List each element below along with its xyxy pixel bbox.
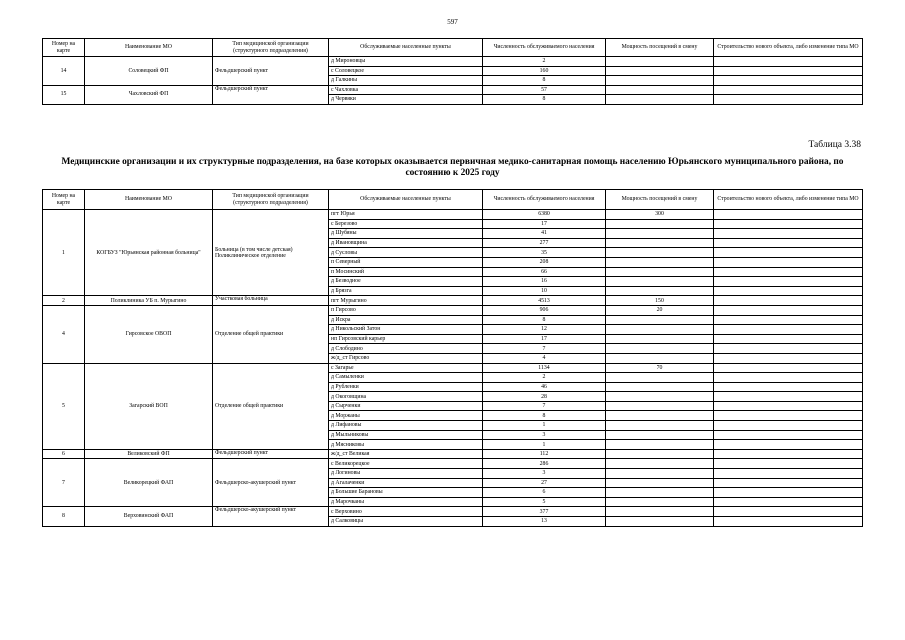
population-cell: 5 [483, 497, 606, 507]
capacity-cell: 300 [606, 210, 714, 220]
org-type-cell: Фельдшерский пункт [213, 449, 329, 459]
map-number-cell: 5 [43, 363, 85, 449]
settlement-cell: д Самыленки [329, 373, 483, 383]
construction-cell [714, 85, 863, 95]
header-num: Номер на карте [43, 39, 85, 57]
settlement-cell: с Соловецкое [329, 66, 483, 76]
settlement-cell: д Мясниковы [329, 440, 483, 450]
population-cell: 4 [483, 353, 606, 363]
settlement-cell: с Верховино [329, 507, 483, 517]
capacity-cell [606, 497, 714, 507]
capacity-cell [606, 449, 714, 459]
table-title: Медицинские организации и их структурные подразделения, на базе которых оказывается первичная медико-санитарная помощь населению Юрьянского муниципального района, по состоянию к 2025 году [61, 157, 844, 179]
settlement-cell: с Березово [329, 219, 483, 229]
header-type: Тип медицинской организации (структурного подразделения) [213, 39, 329, 57]
construction-cell [714, 344, 863, 354]
construction-cell [714, 382, 863, 392]
construction-cell [714, 277, 863, 287]
population-cell: 17 [483, 219, 606, 229]
table-row [43, 459, 863, 469]
construction-cell [714, 401, 863, 411]
construction-cell [714, 305, 863, 315]
population-cell: 2 [483, 373, 606, 383]
settlement-cell: д Червяки [329, 95, 483, 105]
settlement-cell: д Брязга [329, 286, 483, 296]
map-number-cell: 8 [43, 507, 85, 526]
capacity-cell [606, 257, 714, 267]
map-number-cell: 7 [43, 459, 85, 507]
population-cell: 3 [483, 469, 606, 479]
settlement-cell: д Мироновцы [329, 57, 483, 67]
table-row [43, 363, 863, 373]
header-construction: Строительство нового объекта, либо изменение типа МО [714, 39, 863, 57]
capacity-cell [606, 95, 714, 105]
construction-cell [714, 296, 863, 306]
population-cell: 16 [483, 277, 606, 287]
table-header-row [43, 190, 863, 210]
population-cell: 277 [483, 238, 606, 248]
population-cell: 10 [483, 286, 606, 296]
settlement-cell: д Галкины [329, 76, 483, 86]
population-cell: 7 [483, 344, 606, 354]
construction-cell [714, 353, 863, 363]
mo-name-cell: Великовский ФП [85, 449, 213, 459]
settlement-cell: п Гирсово [329, 305, 483, 315]
mo-name-cell: КОГБУЗ "Юрьянская районная больница" [85, 210, 213, 296]
settlement-cell: д Логиновы [329, 469, 483, 479]
capacity-cell [606, 411, 714, 421]
settlement-cell: д Большие Барановы [329, 488, 483, 498]
capacity-cell [606, 286, 714, 296]
header-settlements: Обслуживаемые населенные пункты [329, 190, 483, 210]
settlement-cell: д Моржаны [329, 411, 483, 421]
construction-cell [714, 315, 863, 325]
header-population: Численность обслуживаемого населения [483, 190, 606, 210]
org-type-cell: Фельдшерско-акушерский пункт [213, 507, 329, 526]
settlement-cell: д Рубленки [329, 382, 483, 392]
settlement-cell: д Безводное [329, 277, 483, 287]
population-cell: 8 [483, 76, 606, 86]
construction-cell [714, 517, 863, 527]
construction-cell [714, 267, 863, 277]
capacity-cell [606, 421, 714, 431]
table-label: Таблица 3.38 [808, 140, 861, 150]
capacity-cell: 150 [606, 296, 714, 306]
capacity-cell [606, 267, 714, 277]
population-cell: 1134 [483, 363, 606, 373]
org-type-cell: Фельдшерский пункт [213, 57, 329, 86]
capacity-cell [606, 353, 714, 363]
table-3-38 [42, 189, 863, 527]
construction-cell [714, 459, 863, 469]
settlement-cell: д Никольский Затон [329, 325, 483, 335]
population-cell: 8 [483, 315, 606, 325]
population-cell: 377 [483, 507, 606, 517]
settlement-cell: д Лифановы [329, 421, 483, 431]
construction-cell [714, 488, 863, 498]
settlement-cell: д Шубяны [329, 229, 483, 239]
table-row [43, 305, 863, 315]
settlement-cell: д Ивановщина [329, 238, 483, 248]
table-row [43, 507, 863, 517]
construction-cell [714, 219, 863, 229]
construction-cell [714, 334, 863, 344]
org-type-cell: Фельдшерско-акушерский пункт [213, 459, 329, 507]
population-cell: 28 [483, 392, 606, 402]
header-population: Численность обслуживаемого населения [483, 39, 606, 57]
settlement-cell: нп Гирсовский карьер [329, 334, 483, 344]
settlement-cell: с Загарье [329, 363, 483, 373]
capacity-cell [606, 334, 714, 344]
table-continued [42, 38, 863, 105]
population-cell: 6380 [483, 210, 606, 220]
table-row [43, 210, 863, 220]
header-capacity: Мощность посещений в смену [606, 190, 714, 210]
settlement-cell: д Мыльниковы [329, 430, 483, 440]
mo-name-cell: Соловецкий ФП [85, 57, 213, 86]
table-row [43, 449, 863, 459]
org-type-cell: Отделение общей практики [213, 305, 329, 363]
construction-cell [714, 392, 863, 402]
construction-cell [714, 248, 863, 258]
construction-cell [714, 238, 863, 248]
settlement-cell: с Великорецкое [329, 459, 483, 469]
construction-cell [714, 57, 863, 67]
capacity-cell [606, 478, 714, 488]
org-type-cell: Участковая больница [213, 296, 329, 306]
construction-cell [714, 66, 863, 76]
mo-name-cell: Поликлиника УБ п. Мурыгино [85, 296, 213, 306]
capacity-cell [606, 440, 714, 450]
settlement-cell: д Окоговщина [329, 392, 483, 402]
capacity-cell [606, 277, 714, 287]
construction-cell [714, 421, 863, 431]
map-number-cell: 2 [43, 296, 85, 306]
capacity-cell [606, 373, 714, 383]
capacity-cell [606, 401, 714, 411]
table-body [43, 57, 863, 105]
header-num: Номер на карте [43, 190, 85, 210]
population-cell: 6 [483, 488, 606, 498]
settlement-cell: ж/д_ст Великая [329, 449, 483, 459]
construction-cell [714, 286, 863, 296]
capacity-cell [606, 459, 714, 469]
capacity-cell: 20 [606, 305, 714, 315]
map-number-cell: 4 [43, 305, 85, 363]
settlement-cell: д Марочканы [329, 497, 483, 507]
capacity-cell [606, 229, 714, 239]
population-cell: 286 [483, 459, 606, 469]
mo-name-cell: Великорецкий ФАП [85, 459, 213, 507]
header-mo: Наименование МО [85, 190, 213, 210]
settlement-cell: д Салковицы [329, 517, 483, 527]
population-cell: 112 [483, 449, 606, 459]
construction-cell [714, 478, 863, 488]
population-cell: 160 [483, 66, 606, 76]
settlement-cell: пгт Мурыгино [329, 296, 483, 306]
construction-cell [714, 95, 863, 105]
population-cell: 906 [483, 305, 606, 315]
header-capacity: Мощность посещений в смену [606, 39, 714, 57]
header-construction: Строительство нового объекта, либо изменение типа МО [714, 190, 863, 210]
capacity-cell [606, 488, 714, 498]
construction-cell [714, 363, 863, 373]
construction-cell [714, 373, 863, 383]
capacity-cell [606, 507, 714, 517]
settlement-cell: д Искра [329, 315, 483, 325]
header-settlements: Обслуживаемые населенные пункты [329, 39, 483, 57]
population-cell: 208 [483, 257, 606, 267]
settlement-cell: п Мосинский [329, 267, 483, 277]
capacity-cell [606, 382, 714, 392]
capacity-cell [606, 430, 714, 440]
construction-cell [714, 210, 863, 220]
capacity-cell [606, 325, 714, 335]
capacity-cell [606, 344, 714, 354]
org-type-cell: Отделение общей практики [213, 363, 329, 449]
capacity-cell [606, 248, 714, 258]
population-cell: 46 [483, 382, 606, 392]
construction-cell [714, 257, 863, 267]
table-body [43, 210, 863, 527]
population-cell: 17 [483, 334, 606, 344]
page-number: 597 [447, 18, 458, 26]
construction-cell [714, 469, 863, 479]
construction-cell [714, 325, 863, 335]
settlement-cell: с Чахловка [329, 85, 483, 95]
mo-name-cell: Загарский ВОП [85, 363, 213, 449]
capacity-cell [606, 76, 714, 86]
population-cell: 8 [483, 95, 606, 105]
org-type-cell: Фельдшерский пункт [213, 85, 329, 104]
population-cell: 3 [483, 430, 606, 440]
population-cell: 13 [483, 517, 606, 527]
settlement-cell: п Северный [329, 257, 483, 267]
capacity-cell [606, 57, 714, 67]
population-cell: 8 [483, 411, 606, 421]
settlement-cell: д Сусловы [329, 248, 483, 258]
capacity-cell [606, 517, 714, 527]
capacity-cell [606, 85, 714, 95]
table-header-row [43, 39, 863, 57]
settlement-cell: д Слободино [329, 344, 483, 354]
population-cell: 2 [483, 57, 606, 67]
capacity-cell [606, 392, 714, 402]
mo-name-cell: Гирсовское ОВОП [85, 305, 213, 363]
population-cell: 1 [483, 440, 606, 450]
capacity-cell: 70 [606, 363, 714, 373]
population-cell: 41 [483, 229, 606, 239]
capacity-cell [606, 469, 714, 479]
construction-cell [714, 411, 863, 421]
construction-cell [714, 507, 863, 517]
population-cell: 1 [483, 421, 606, 431]
header-type: Тип медицинской организации (структурного подразделения) [213, 190, 329, 210]
settlement-cell: пгт Юрья [329, 210, 483, 220]
mo-name-cell: Чахловский ФП [85, 85, 213, 104]
capacity-cell [606, 66, 714, 76]
construction-cell [714, 76, 863, 86]
population-cell: 4513 [483, 296, 606, 306]
table-row [43, 57, 863, 67]
construction-cell [714, 449, 863, 459]
capacity-cell [606, 315, 714, 325]
settlement-cell: ж/д_ст Гирсово [329, 353, 483, 363]
map-number-cell: 15 [43, 85, 85, 104]
settlement-cell: д Сырченки [329, 401, 483, 411]
construction-cell [714, 497, 863, 507]
population-cell: 7 [483, 401, 606, 411]
map-number-cell: 14 [43, 57, 85, 86]
map-number-cell: 6 [43, 449, 85, 459]
header-mo: Наименование МО [85, 39, 213, 57]
map-number-cell: 1 [43, 210, 85, 296]
capacity-cell [606, 238, 714, 248]
construction-cell [714, 229, 863, 239]
table-row [43, 296, 863, 306]
population-cell: 12 [483, 325, 606, 335]
population-cell: 27 [483, 478, 606, 488]
capacity-cell [606, 219, 714, 229]
mo-name-cell: Верховинский ФАП [85, 507, 213, 526]
settlement-cell: д Агалаченки [329, 478, 483, 488]
population-cell: 57 [483, 85, 606, 95]
table-row [43, 85, 863, 95]
population-cell: 66 [483, 267, 606, 277]
org-type-cell: Больница (в том числе детская) Поликлиническое отделение [213, 210, 329, 296]
construction-cell [714, 440, 863, 450]
population-cell: 35 [483, 248, 606, 258]
construction-cell [714, 430, 863, 440]
